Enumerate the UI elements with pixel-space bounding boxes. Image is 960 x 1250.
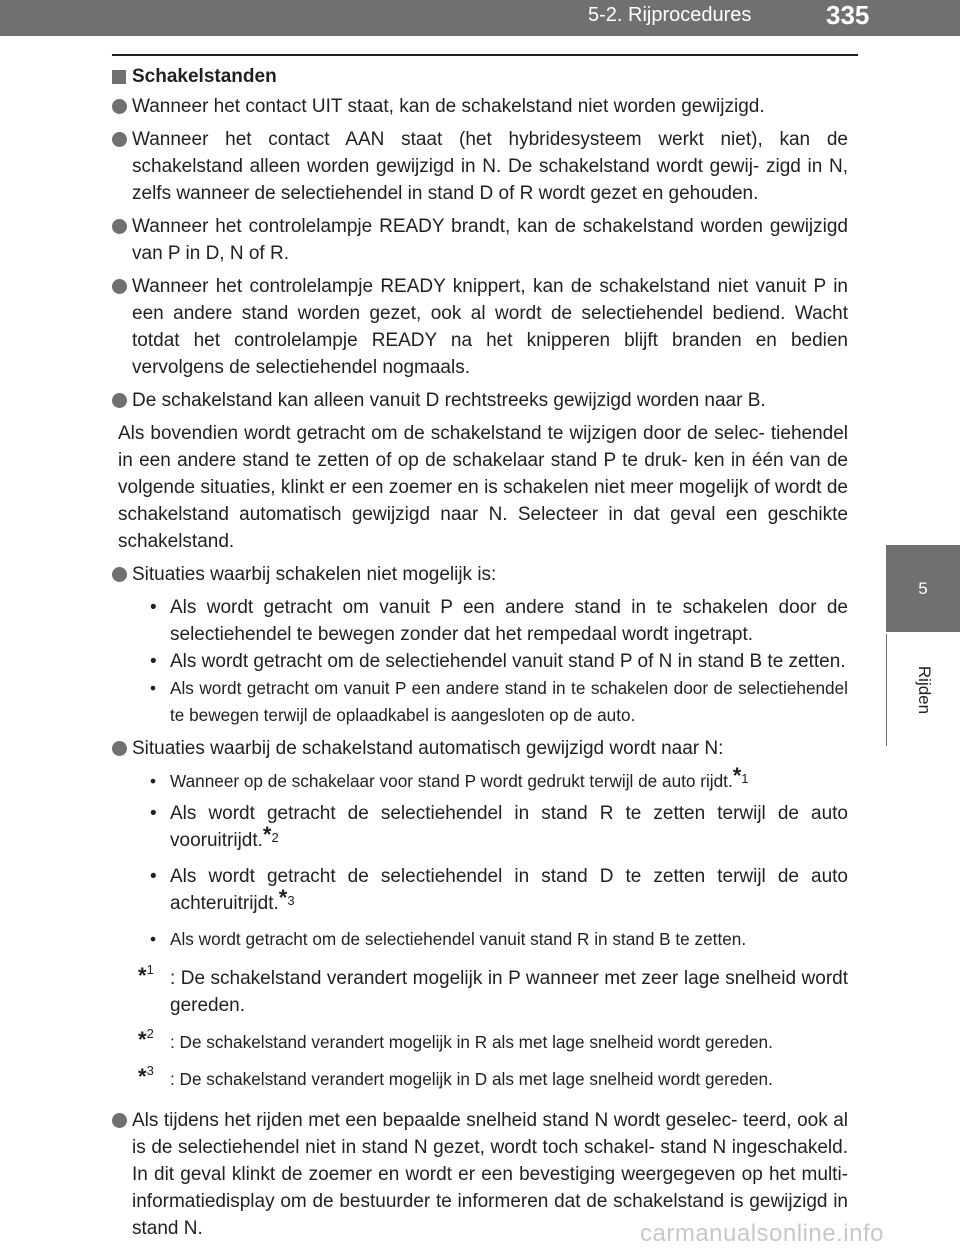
footnote: *$^1$ : De schakelstand verandert mogelijk in P wanneer met zeer lage snelheid wordt gereden. <box>138 962 848 1016</box>
square-bullet-icon <box>112 70 126 84</box>
sub-item: • Als wordt getracht om vanuit P een andere stand in te schakelen door de selectiehendel te bewegen zonder dat het rempedaal wordt ingetrapt. <box>150 597 848 645</box>
sub-item: • Als wordt getracht om de selectiehendel vanuit stand P of N in stand B te zetten. <box>150 651 846 672</box>
page-content <box>112 63 848 1248</box>
round-bullet-icon <box>112 393 127 408</box>
bullet-item: Situaties waarbij schakelen niet mogelijk is: <box>112 561 848 588</box>
page-number: 335 <box>826 0 870 30</box>
round-bullet-icon <box>112 132 127 147</box>
sub-item: • Wanneer op de schakelaar voor stand P wordt gedrukt terwijl de auto rijdt.$^{*1}$ <box>150 763 749 791</box>
chapter-tab-label: Rijden <box>914 665 934 715</box>
section-heading: Schakelstanden <box>112 63 848 90</box>
footnote: *$^3$ : De schakelstand verandert mogelijk in D als met lage snelheid wordt gereden. <box>138 1063 773 1089</box>
bullet-item: Als tijdens het rijden met een bepaalde snelheid stand N wordt geselec- teerd, ook al is de selectiehendel niet in stand N gezet, wordt toch schakel- stand N ingeschakeld. In dit geval klinkt de zoemer en wordt er een bevestiging weergegeven op het multi-informatiedisplay om de bestuurder te informeren dat de schakelstand is gewijzigd in stand N. <box>112 1107 848 1242</box>
round-bullet-icon <box>112 1113 127 1128</box>
round-bullet-icon <box>112 567 127 582</box>
bullet-item: Wanneer het controlelampje READY knippert, kan de schakelstand niet vanuit P in een andere stand worden gezet, ook al wordt de selectiehendel bediend. Wacht totdat het controlelampje READY na het knipperen blijft branden en bedien vervolgens de selectiehendel nogmaals. <box>112 273 848 381</box>
header-divider <box>112 54 858 56</box>
sub-item: • Als wordt getracht om vanuit P een andere stand in te schakelen door de selectiehendel te bewegen terwijl de oplaadkabel is aangesloten op de auto. <box>150 678 848 725</box>
section-title: 5-2. Rijprocedures <box>588 4 752 26</box>
bullet-item: Wanneer het contact AAN staat (het hybridesysteem werkt niet), kan de schakelstand alleen worden gewijzigd in N. De schakelstand wordt gewij- zigd in N, zelfs wanneer de selectiehendel in stand D of R wordt gezet en gehouden. <box>112 126 848 207</box>
bullet-item: Wanneer het controlelampje READY brandt, kan de schakelstand worden gewijzigd van P in D, N of R. <box>112 213 848 267</box>
footnote: *$^2$ : De schakelstand verandert mogelijk in R als met lage snelheid wordt gereden. <box>138 1026 773 1052</box>
round-bullet-icon <box>112 219 127 234</box>
bullet-item: Wanneer het contact UIT staat, kan de schakelstand niet worden gewijzigd. <box>112 93 848 120</box>
header-band <box>0 0 960 36</box>
sub-item: • Als wordt getracht de selectiehendel in stand R te zetten terwijl de auto vooruitrijdt.$^{*2}$ <box>150 803 848 851</box>
chapter-tab <box>886 634 960 746</box>
round-bullet-icon <box>112 741 127 756</box>
sub-item: • Als wordt getracht de selectiehendel in stand D te zetten terwijl de auto achteruitrijdt.$^{*3}$ <box>150 866 848 914</box>
sub-item: • Als wordt getracht om de selectiehendel vanuit stand R in stand B te zetten. <box>150 929 747 949</box>
chapter-tab-number: 5 <box>886 545 960 632</box>
body-paragraph: Als bovendien wordt getracht om de schakelstand te wijzigen door de selec- tiehendel in een andere stand te zetten of op de schakelaar stand P te druk- ken in één van de volgende situaties, klinkt er een zoemer en is schakelen niet meer mogelijk of wordt de schakelstand automatisch gewijzigd naar N. Selecteer in dat geval een geschikte schakelstand. <box>118 423 848 552</box>
round-bullet-icon <box>112 279 127 294</box>
round-bullet-icon <box>112 99 127 114</box>
bullet-item: Situaties waarbij de schakelstand automatisch gewijzigd wordt naar N: <box>112 735 848 762</box>
bullet-item: De schakelstand kan alleen vanuit D rechtstreeks gewijzigd worden naar B. <box>112 387 848 414</box>
watermark: carmanualsonline.info <box>640 1220 884 1247</box>
